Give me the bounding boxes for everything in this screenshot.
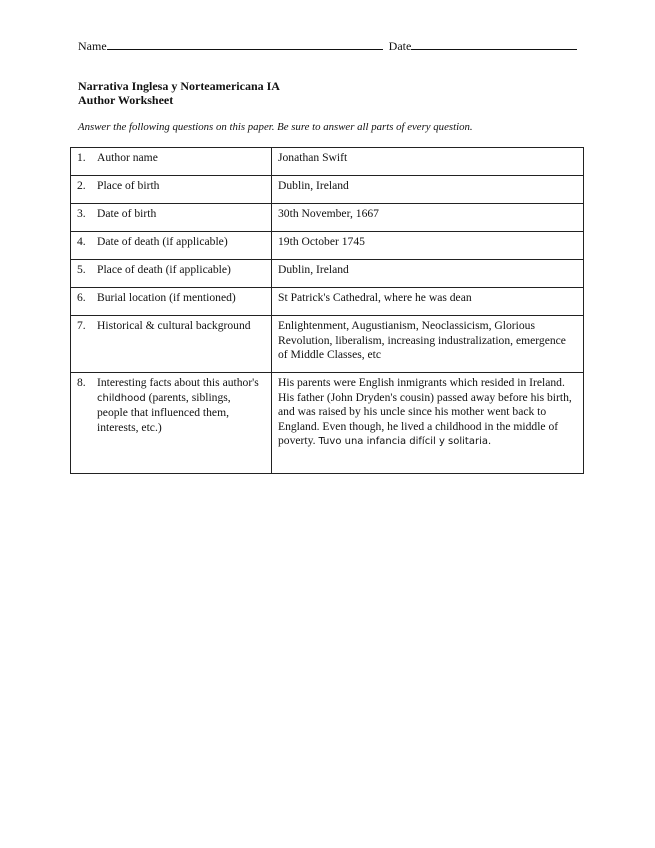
instructions: Answer the following questions on this paper. Be sure to answer all parts of every question. xyxy=(78,121,473,133)
name-label: Name xyxy=(78,39,107,53)
table-row xyxy=(71,148,584,176)
answer-text: His parents were English inmigrants which resided in Ireland. His father (John Dryden's cousin) passed away before his birth, and was raised by his uncle since his mother went back to England. Even though, he lived a childhood in the middle of poverty. xyxy=(278,376,572,447)
row-number: 1. xyxy=(77,151,86,164)
question-cell xyxy=(71,373,272,474)
question-cell xyxy=(71,148,272,176)
row-number: 4. xyxy=(77,235,86,248)
table-row xyxy=(71,204,584,232)
row-number: 6. xyxy=(77,291,86,304)
table-row xyxy=(71,260,584,288)
answer-cell: Dublin, Ireland xyxy=(272,260,584,288)
answer-cell: Enlightenment, Augustianism, Neoclassicism, Glorious Revolution, liberalism, increasing industralization, emergence of Middle Classes, etc xyxy=(272,316,584,373)
answer-cell: Jonathan Swift xyxy=(272,148,584,176)
question-cell xyxy=(71,316,272,373)
question-text: Place of death (if applicable) xyxy=(97,263,231,276)
question-text: Date of death (if applicable) xyxy=(97,235,228,248)
answer-cell: Dublin, Ireland xyxy=(272,176,584,204)
author-table xyxy=(70,147,584,474)
answer-cell: 30th November, 1667 xyxy=(272,204,584,232)
course-title: Narrativa Inglesa y Norteamericana IA xyxy=(78,79,280,93)
table-row xyxy=(71,176,584,204)
table-row xyxy=(71,288,584,316)
answer-extra-text: Tuvo una infancia difícil y solitaria. xyxy=(318,436,492,447)
document-title xyxy=(78,79,280,107)
table-row xyxy=(71,316,584,373)
row-number: 8. xyxy=(77,376,86,389)
table-row xyxy=(71,232,584,260)
answer-cell: St Patrick's Cathedral, where he was dean xyxy=(272,288,584,316)
question-cell xyxy=(71,204,272,232)
table-row xyxy=(71,373,584,474)
question-text-part: Interesting facts about this author's xyxy=(97,376,259,389)
question-cell xyxy=(71,288,272,316)
date-blank xyxy=(411,38,577,50)
question-text: Author name xyxy=(97,151,158,164)
question-text: Historical & cultural background xyxy=(97,319,251,332)
row-number: 3. xyxy=(77,207,86,220)
question-cell xyxy=(71,232,272,260)
question-text: Place of birth xyxy=(97,179,160,192)
question-text xyxy=(97,376,263,435)
question-text: Date of birth xyxy=(97,207,157,220)
question-cell xyxy=(71,176,272,204)
answer-cell: 19th October 1745 xyxy=(272,232,584,260)
question-text-emphasis: childhood xyxy=(97,392,146,404)
header-line xyxy=(78,38,578,54)
row-number: 7. xyxy=(77,319,86,332)
worksheet-title: Author Worksheet xyxy=(78,93,174,107)
name-blank xyxy=(107,38,383,50)
date-label: Date xyxy=(388,39,412,53)
answer-cell xyxy=(272,373,584,474)
question-text-part: (parents, siblings, people that influenced them, interests, etc.) xyxy=(97,390,231,434)
row-number: 2. xyxy=(77,179,86,192)
row-number: 5. xyxy=(77,263,86,276)
question-cell xyxy=(71,260,272,288)
question-text: Burial location (if mentioned) xyxy=(97,291,236,304)
